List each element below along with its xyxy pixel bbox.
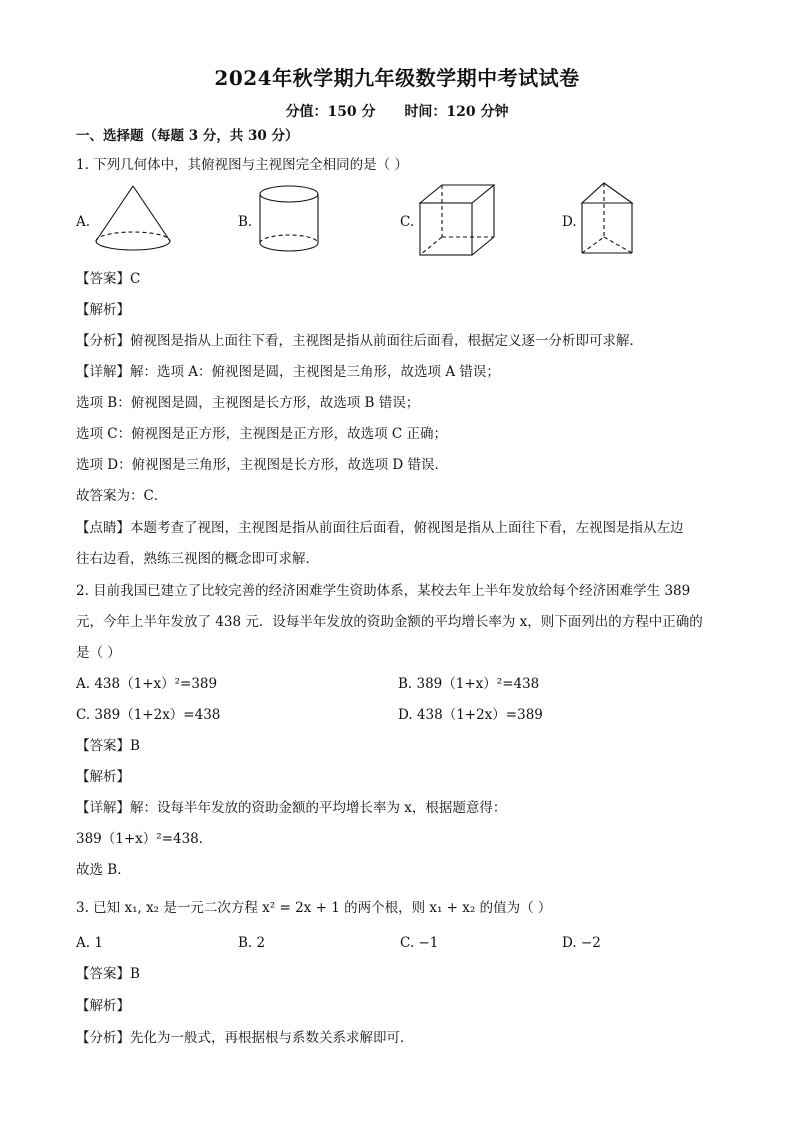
section-heading: 一、选择题（每题 3 分，共 30 分） [76,128,299,144]
q1-detail-line: 选项 D：俯视图是三角形，主视图是长方形，故选项 D 错误． [76,457,449,473]
q2-detail-line: 故选 B． [76,862,131,878]
exam-meta [0,101,794,121]
exam-title: 2024年秋学期九年级数学期中考试试卷 [214,66,580,90]
q2-option-b: B. 389（1+x）²=438 [398,676,540,692]
q1-dianjing: 【点睛】本题考查了视图，主视图是指从前面往后面看，俯视图是指从上面往下看，左视图是指从左边 [76,520,684,536]
time-info: 时间：120 分钟 [404,104,509,120]
cone-figure [94,183,174,258]
cylinder-figure [256,183,326,258]
q2-stem: 是（ ） [76,645,121,661]
q2-option-d: D. 438（1+2x）=389 [398,707,543,723]
q2-detail-line: 389（1+x）²=438． [76,831,213,847]
q3-option-b: B. 2 [238,935,266,951]
q2-stem: 元，今年上半年发放了 438 元．设每半年发放的资助金额的平均增长率为 x，则下面列出的方程中正确的 [76,614,703,630]
q1-detail-line: 选项 C：俯视图是正方形，主视图是正方形，故选项 C 正确； [76,426,448,442]
q1-answer: 【答案】C [76,271,141,287]
q1-stem: 1. 下列几何体中，其俯视图与主视图完全相同的是（ ） [76,157,408,173]
q1-option-c-label: C. [400,214,415,230]
q1-fenxi: 【分析】俯视图是指从上面往下看，主视图是指从前面往后面看，根据定义逐一分析即可求解． [76,333,643,349]
q3-answer: 【答案】B [76,966,140,982]
q2-analysis-heading: 【解析】 [76,769,130,785]
q3-fenxi: 【分析】先化为一般式，再根据根与系数关系求解即可． [76,1030,414,1046]
q3-option-c: C. −1 [400,935,439,951]
q1-option-b-label: B. [238,214,253,230]
q2-stem: 2. 目前我国已建立了比较完善的经济困难学生资助体系，某校去年上半年发放给每个经济困难学生 389 [76,583,691,599]
q3-stem: 3. 已知 x₁, x₂ 是一元二次方程 x² = 2x + 1 的两个根，则 x₁ + x₂ 的值为（ ） [76,900,552,916]
q2-answer: 【答案】B [76,738,140,754]
q1-detail-line: 选项 B：俯视图是圆，主视图是长方形，故选项 B 错误； [76,395,420,411]
q1-detail-line: 故答案为：C． [76,488,168,504]
q1-option-a-label: A. [76,214,91,230]
q1-option-d-label: D. [562,214,577,230]
q1-detail-line: 【详解】解：选项 A：俯视图是圆，主视图是三角形，故选项 A 错误； [76,364,500,380]
q3-option-a: A. 1 [76,935,103,951]
q2-option-a: A. 438（1+x）²=389 [76,676,218,692]
q2-detail-line: 【详解】解：设每半年发放的资助金额的平均增长率为 x，根据题意得： [76,800,507,816]
q1-analysis-heading: 【解析】 [76,302,130,318]
q3-option-d: D. −2 [562,935,601,951]
q3-analysis-heading: 【解析】 [76,998,130,1014]
cube-figure [418,183,498,258]
triangular-prism-figure [580,181,640,259]
q1-dianjing: 往右边看，熟练三视图的概念即可求解． [76,551,319,567]
score-info: 分值：150 分 [285,104,376,120]
q2-option-c: C. 389（1+2x）=438 [76,707,221,723]
